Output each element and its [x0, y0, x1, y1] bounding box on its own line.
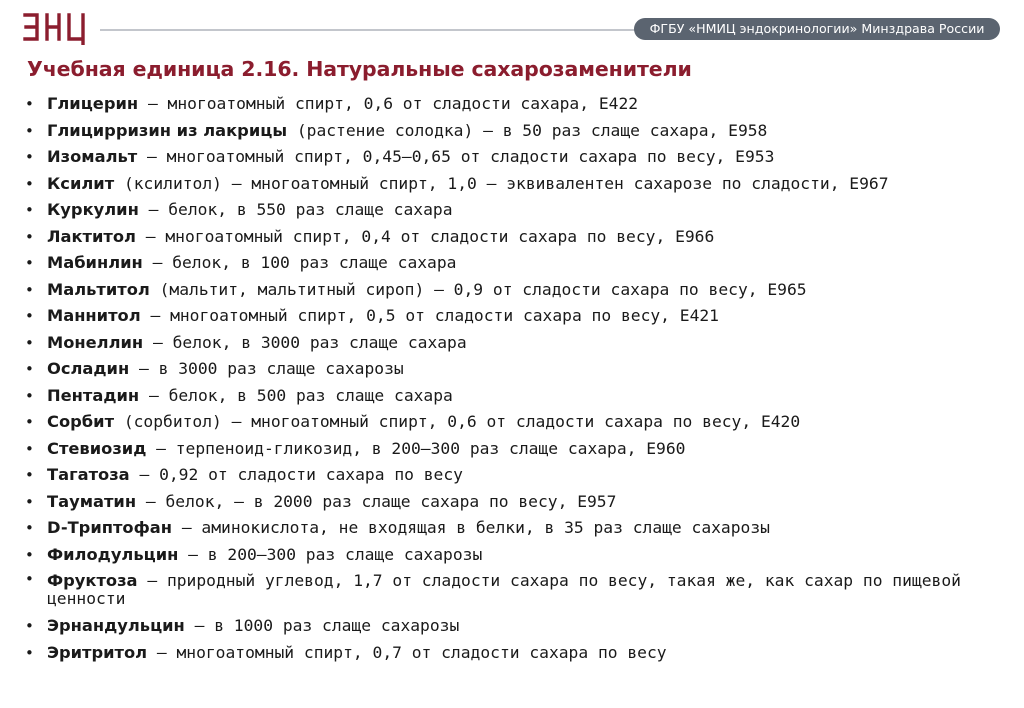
bullet-icon: •	[25, 570, 34, 588]
list-item	[24, 197, 1014, 224]
item-term: Филодульцин	[47, 544, 179, 564]
bullet-icon: •	[25, 545, 34, 564]
page-title: Учебная единица 2.16. Натуральные сахарозаменители	[27, 57, 692, 81]
list-item	[24, 515, 1014, 542]
item-description: — многоатомный спирт, 0,45—0,65 от сладости сахара по весу, E953	[137, 147, 775, 166]
bullet-icon: •	[25, 386, 34, 405]
item-description: — белок, — в 2000 раз слаще сахара по весу, E957	[136, 491, 617, 511]
list-item	[24, 250, 1014, 277]
item-term: Тагатоза	[47, 465, 130, 484]
item-description: (ксилитол) — многоатомный спирт, 1,0 — эквивалентен сахарозе по сладости, E967	[114, 173, 889, 193]
sweetener-list	[24, 91, 1014, 666]
bullet-icon: •	[25, 492, 34, 511]
item-term: Стевиозид	[47, 438, 147, 458]
bullet-icon: •	[25, 95, 34, 113]
organization-badge: ФГБУ «НМИЦ эндокринологии» Минздрава России	[634, 18, 1000, 40]
bullet-icon: •	[25, 617, 34, 635]
item-description: (сорбитол) — многоатомный спирт, 0,6 от сладости сахара по весу, E420	[114, 412, 801, 431]
item-term: Пентадин	[47, 385, 140, 405]
item-description: — белок, в 3000 раз слаще сахара	[143, 332, 467, 352]
list-item	[24, 171, 1014, 198]
bullet-icon: •	[25, 121, 34, 140]
item-description: — многоатомный спирт, 0,4 от сладости сахара по весу, E966	[135, 226, 715, 246]
list-item	[24, 436, 1014, 463]
list-item	[24, 303, 1014, 330]
item-description: — аминокислота, не входящая в белки, в 35 раз слаще сахарозы	[172, 518, 770, 537]
list-item	[24, 462, 1014, 489]
item-term: Эрнандульцин	[47, 616, 185, 635]
item-term: Лактитол	[47, 226, 136, 246]
item-description: — в 3000 раз слаще сахарозы	[129, 359, 404, 378]
item-term: Тауматин	[47, 491, 137, 511]
list-item	[24, 356, 1014, 383]
item-term: Куркулин	[47, 200, 139, 219]
bullet-icon: •	[25, 280, 34, 299]
item-term: Мальтитол	[47, 279, 150, 299]
item-term: Глицирризин из лакрицы	[47, 120, 288, 140]
list-item	[24, 640, 1014, 667]
list-item	[24, 224, 1014, 251]
item-description: — белок, в 550 раз слаще сахара	[138, 200, 453, 219]
item-term: Глицерин	[47, 94, 139, 113]
item-term: Осладин	[47, 359, 130, 378]
bullet-icon: •	[25, 227, 34, 246]
list-item	[24, 91, 1014, 118]
item-description: — в 200—300 раз слаще сахарозы	[178, 544, 483, 564]
item-description: — терпеноид-гликозид, в 200—300 раз слаще сахара, E960	[146, 438, 686, 458]
item-term: Ксилит	[47, 173, 115, 193]
item-term: Мабинлин	[47, 253, 143, 272]
bullet-icon: •	[25, 643, 34, 662]
list-item	[24, 383, 1014, 410]
bullet-icon: •	[25, 201, 34, 219]
item-description: — природный углевод, 1,7 от сладости сахара по весу, такая же, как сахар по пищевой ценности	[47, 571, 961, 608]
item-description: — многоатомный спирт, 0,6 от сладости сахара, E422	[138, 94, 639, 113]
item-term: Сорбит	[47, 412, 115, 431]
list-item	[24, 144, 1014, 171]
item-description: — в 1000 раз слаще сахарозы	[184, 616, 460, 635]
list-item	[24, 277, 1014, 304]
bullet-icon: •	[25, 174, 34, 193]
item-term: Фруктоза	[47, 571, 138, 590]
bullet-icon: •	[25, 439, 34, 458]
bullet-icon: •	[25, 254, 34, 272]
bullet-icon: •	[25, 519, 34, 537]
bullet-icon: •	[25, 333, 34, 352]
list-item	[24, 118, 1014, 145]
item-term: Изомальт	[47, 147, 138, 166]
item-description: — белок, в 500 раз слаще сахара	[139, 385, 453, 405]
item-description: — многоатомный спирт, 0,7 от сладости сахара по весу	[147, 642, 667, 662]
item-term: Монеллин	[47, 332, 144, 352]
bullet-icon: •	[25, 413, 34, 431]
list-item	[24, 568, 1014, 613]
item-description: — белок, в 100 раз слаще сахара	[142, 253, 457, 272]
item-term: Эритритол	[47, 642, 148, 662]
item-description: (мальтит, мальтитный сироп) — 0,9 от сладости сахара по весу, E965	[149, 279, 807, 299]
enc-logo	[22, 9, 92, 45]
list-item	[24, 489, 1014, 516]
bullet-icon: •	[25, 466, 34, 484]
bullet-icon: •	[25, 360, 34, 378]
item-description: — многоатомный спирт, 0,5 от сладости сахара по весу, E421	[140, 306, 719, 325]
list-item	[24, 409, 1014, 436]
item-term: Маннитол	[47, 306, 141, 325]
item-description: (растение солодка) — в 50 раз слаще сахара, E958	[287, 120, 768, 140]
item-term: D-Триптофан	[47, 518, 173, 537]
list-item	[24, 542, 1014, 569]
list-item	[24, 613, 1014, 640]
item-description: — 0,92 от сладости сахара по весу	[129, 465, 463, 484]
header-divider	[100, 29, 640, 31]
list-item	[24, 330, 1014, 357]
bullet-icon: •	[25, 148, 34, 166]
bullet-icon: •	[25, 307, 34, 325]
